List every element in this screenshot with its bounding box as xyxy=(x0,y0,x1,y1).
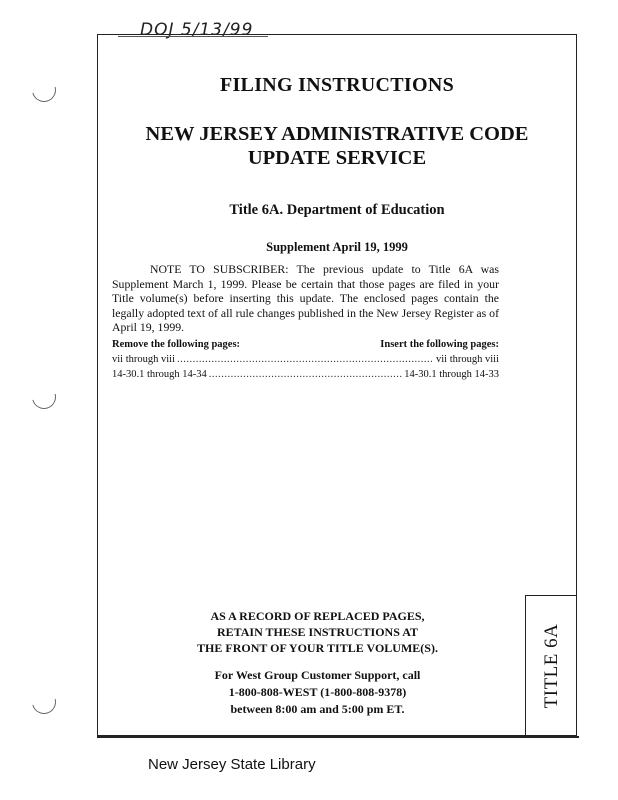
title-tab-label: TITLE 6A xyxy=(540,623,562,708)
page-row xyxy=(112,367,499,382)
remove-pages-value: vii through viii xyxy=(112,354,175,365)
subscriber-note: NOTE TO SUBSCRIBER: The previous update to Title 6A was Supplement March 1, 1999. Please be certain that those pages are filed in your Title volume(s) before inserting this update. The enclosed pages contain the legally adopted text of all rule changes published in the New Jersey Register as of April 19, 1999. xyxy=(112,262,499,335)
binder-hole-top xyxy=(28,74,61,107)
customer-support-info xyxy=(150,667,485,718)
title-tab xyxy=(525,595,577,735)
leader-dots xyxy=(209,367,402,382)
leader-dots xyxy=(177,352,434,367)
bottom-rule xyxy=(97,736,579,738)
record-line2: RETAIN THESE INSTRUCTIONS AT xyxy=(216,625,419,639)
document-title: FILING INSTRUCTIONS xyxy=(219,74,455,96)
remove-pages-value: 14-30.1 through 14-34 xyxy=(112,369,207,380)
insert-pages-value: 14-30.1 through 14-33 xyxy=(404,369,499,380)
support-phone: 1-800-808-WEST (1-800-808-9378) xyxy=(228,685,407,699)
code-title xyxy=(97,122,577,170)
library-stamp: New Jersey State Library xyxy=(148,756,316,773)
record-line3: THE FRONT OF YOUR TITLE VOLUME(S). xyxy=(197,641,438,655)
code-title-line1: NEW JERSEY ADMINISTRATIVE CODE xyxy=(145,123,529,145)
code-title-line2: UPDATE SERVICE xyxy=(247,147,427,169)
support-line1: For West Group Customer Support, call xyxy=(214,668,421,682)
binder-hole-bottom xyxy=(28,686,61,719)
page-replacement-table xyxy=(112,339,499,382)
support-hours: between 8:00 am and 5:00 pm ET. xyxy=(230,702,405,716)
insert-pages-header: Insert the following pages: xyxy=(380,339,499,350)
insert-pages-value: vii through viii xyxy=(436,354,499,365)
handwritten-date-note: DOJ 5/13/99 xyxy=(140,20,254,40)
page-row xyxy=(112,352,499,367)
record-line1: AS A RECORD OF REPLACED PAGES, xyxy=(210,609,425,623)
department-heading: Title 6A. Department of Education xyxy=(229,202,445,218)
supplement-date: Supplement April 19, 1999 xyxy=(266,240,408,254)
remove-pages-header: Remove the following pages: xyxy=(112,339,241,350)
record-instructions xyxy=(150,608,485,656)
binder-hole-middle xyxy=(28,381,61,414)
page-table-header xyxy=(112,339,499,350)
